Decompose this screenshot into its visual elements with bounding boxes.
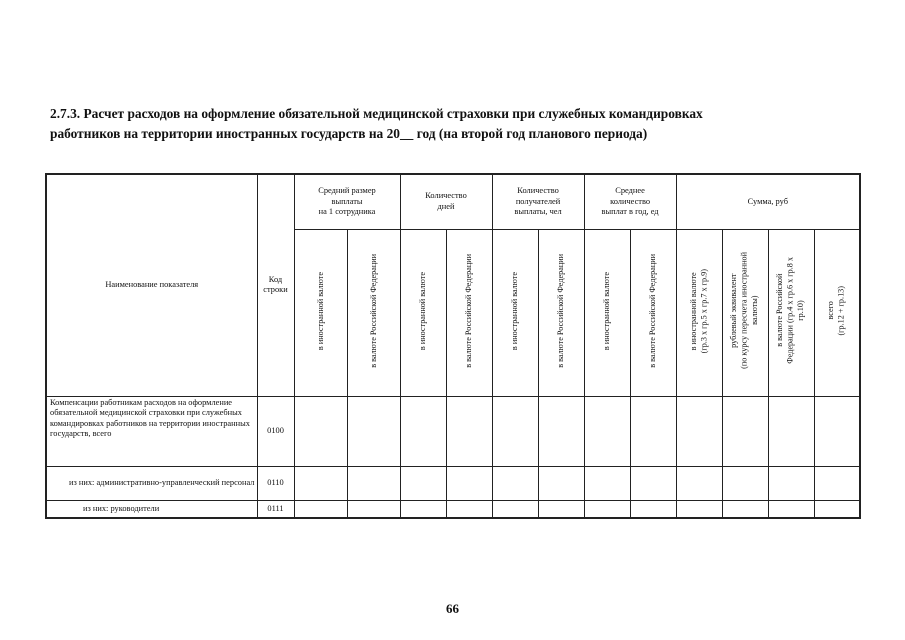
row-code: 0100 [257,396,294,466]
header-recipients-rub: в валюте Российской Федерации [538,229,584,396]
cell [538,466,584,500]
cell [347,396,400,466]
cell [768,466,814,500]
cell [492,500,538,518]
header-days-foreign: в иностранной валюте [400,229,446,396]
cell [768,500,814,518]
cell [446,500,492,518]
cell [538,396,584,466]
section-title [50,104,850,144]
cell [584,466,630,500]
cell [768,396,814,466]
row-code: 0111 [257,500,294,518]
calculation-table [45,173,861,519]
header-recipients-foreign: в иностранной валюте [492,229,538,396]
table-row [46,466,860,500]
cell [294,466,347,500]
header-avg-payment: Средний размер выплаты на 1 сотрудника [294,174,400,229]
header-name: Наименование показателя [46,174,257,396]
row-name: из них: руководители [46,500,257,518]
cell [538,500,584,518]
page-number: 66 [446,601,459,616]
header-avg-payment-rub: в валюте Российской Федерации [347,229,400,396]
header-avg-count: Среднее количество выплат в год, ед [584,174,676,229]
header-avg-payment-foreign: в иностранной валюте [294,229,347,396]
section-title-line2: работников на территории иностранных государств на 20__ год (на второй год планового периода) [50,126,648,141]
cell [584,396,630,466]
cell [446,466,492,500]
cell [492,466,538,500]
cell [400,466,446,500]
cell [722,500,768,518]
cell [722,396,768,466]
cell [400,396,446,466]
header-days-rub: в валюте Российской Федерации [446,229,492,396]
header-recipients: Количество получателей выплаты, чел [492,174,584,229]
table-row [46,396,860,466]
header-avg-count-rub: в валюте Российской Федерации [630,229,676,396]
cell [294,500,347,518]
header-sum-foreign: в иностранной валюте (гр.3 x гр.5 x гр.7 x гр.9) [676,229,722,396]
cell [630,396,676,466]
cell [584,500,630,518]
row-code: 0110 [257,466,294,500]
row-name: из них: административно-управленческий персонал [46,466,257,500]
cell [676,466,722,500]
cell [814,500,860,518]
header-days: Количество дней [400,174,492,229]
cell [400,500,446,518]
cell [294,396,347,466]
section-title-line1: 2.7.3. Расчет расходов на оформление обязательной медицинской страховки при служебных командировках [50,106,703,121]
cell [446,396,492,466]
cell [676,396,722,466]
cell [347,466,400,500]
cell [630,466,676,500]
cell [814,396,860,466]
table-row [46,500,860,518]
header-sum: Сумма, руб [676,174,860,229]
header-code: Код строки [257,174,294,396]
row-name: Компенсации работникам расходов на оформление обязательной медицинской страховки при служебных командировках работников на территории иностранных государств, всего [46,396,257,466]
cell [814,466,860,500]
cell [722,466,768,500]
cell [630,500,676,518]
header-sum-ruble-equiv: рублевый эквивалент (по курсу пересчета иностранной валюты) [722,229,768,396]
header-sum-rf: в валюте Российской Федерации (гр.4 x гр.6 x гр.8 x гр.10) [768,229,814,396]
cell [347,500,400,518]
cell [676,500,722,518]
header-avg-count-foreign: в иностранной валюте [584,229,630,396]
header-sum-total: всего (гр.12 + гр.13) [814,229,860,396]
cell [492,396,538,466]
